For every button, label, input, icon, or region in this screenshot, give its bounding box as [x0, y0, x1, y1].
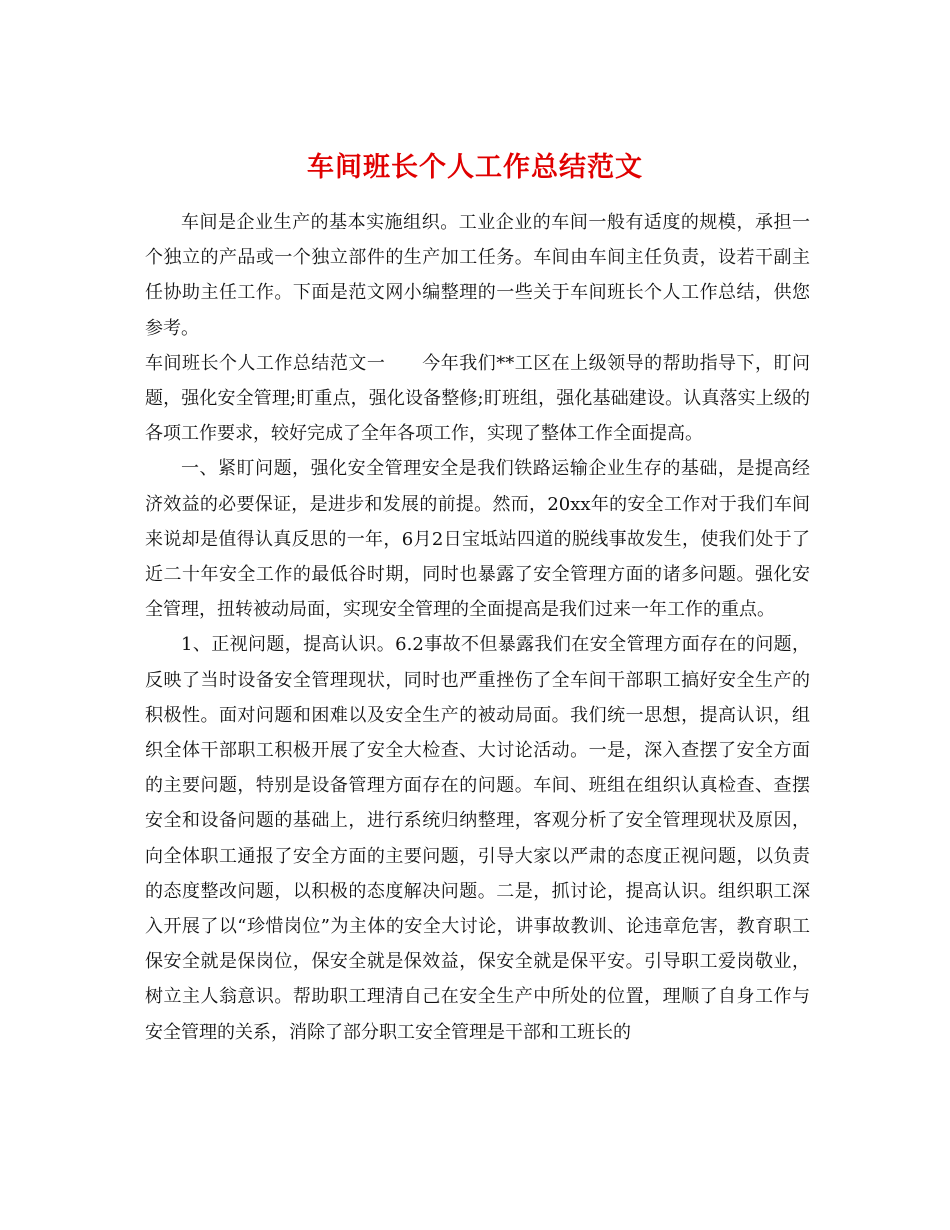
document-title: 车间班长个人工作总结范文: [307, 152, 643, 184]
paragraph-intro: 车间是企业生产的基本实施组织。工业企业的车间一般有适度的规模，承担一个独立的产品或一个独立部件的生产加工任务。车间由车间主任负责，设若干副主任协助主任工作。下面是范文网小编整理的一些关于车间班长个人工作总结，供您参考。: [145, 212, 810, 339]
paragraph-face-problems: 1、正视问题，提高认识。6.2事故不但暴露我们在安全管理方面存在的问题，反映了当时设备安全管理现状，同时也严重挫伤了全车间干部职工搞好安全生产的积极性。面对问题和困难以及安全生产的被动局面。我们统一思想，提高认识，组织全体干部职工积极开展了安全大检查、大讨论活动。一是，深入查摆了安全方面的主要问题，特别是设备管理方面存在的问题。车间、班组在组织认真检查、查摆安全和设备问题的基础上，进行系统归纳整理，客观分析了安全管理现状及原因，向全体职工通报了安全方面的主要问题，引导大家以严肃的态度正视问题，以负责的态度整改问题，以积极的态度解决问题。二是，抓讨论，提高认识。组织职工深入开展了以“珍惜岗位”为主体的安全大讨论，讲事故教训、论违章危害，教育职工保安全就是保岗位，保安全就是保效益，保安全就是保平安。引导职工爱岗敬业，树立主人翁意识。帮助职工理清自己在安全生产中所处的位置，理顺了自身工作与安全管理的关系，消除了部分职工安全管理是干部和工班长的: [145, 634, 810, 1043]
paragraph-safety-focus: 一、紧盯问题，强化安全管理安全是我们铁路运输企业生存的基础，是提高经济效益的必要保证，是进步和发展的前提。然而，20xx年的安全工作对于我们车间来说却是值得认真反思的一年，6月2日宝坻站四道的脱线事故发生，使我们处于了近二十年安全工作的最低谷时期，同时也暴露了安全管理方面的诸多问题。强化安全管理，扭转被动局面，实现安全管理的全面提高是我们过来一年工作的重点。: [145, 458, 810, 621]
paragraph-section-one-opening: 车间班长个人工作总结范文一 今年我们**工区在上级领导的帮助指导下，盯问题，强化安全管理;盯重点，强化设备整修;盯班组，强化基础建设。认真落实上级的各项工作要求，较好完成了全年各项工作，实现了整体工作全面提高。: [145, 352, 810, 445]
document-body: [145, 205, 810, 1050]
